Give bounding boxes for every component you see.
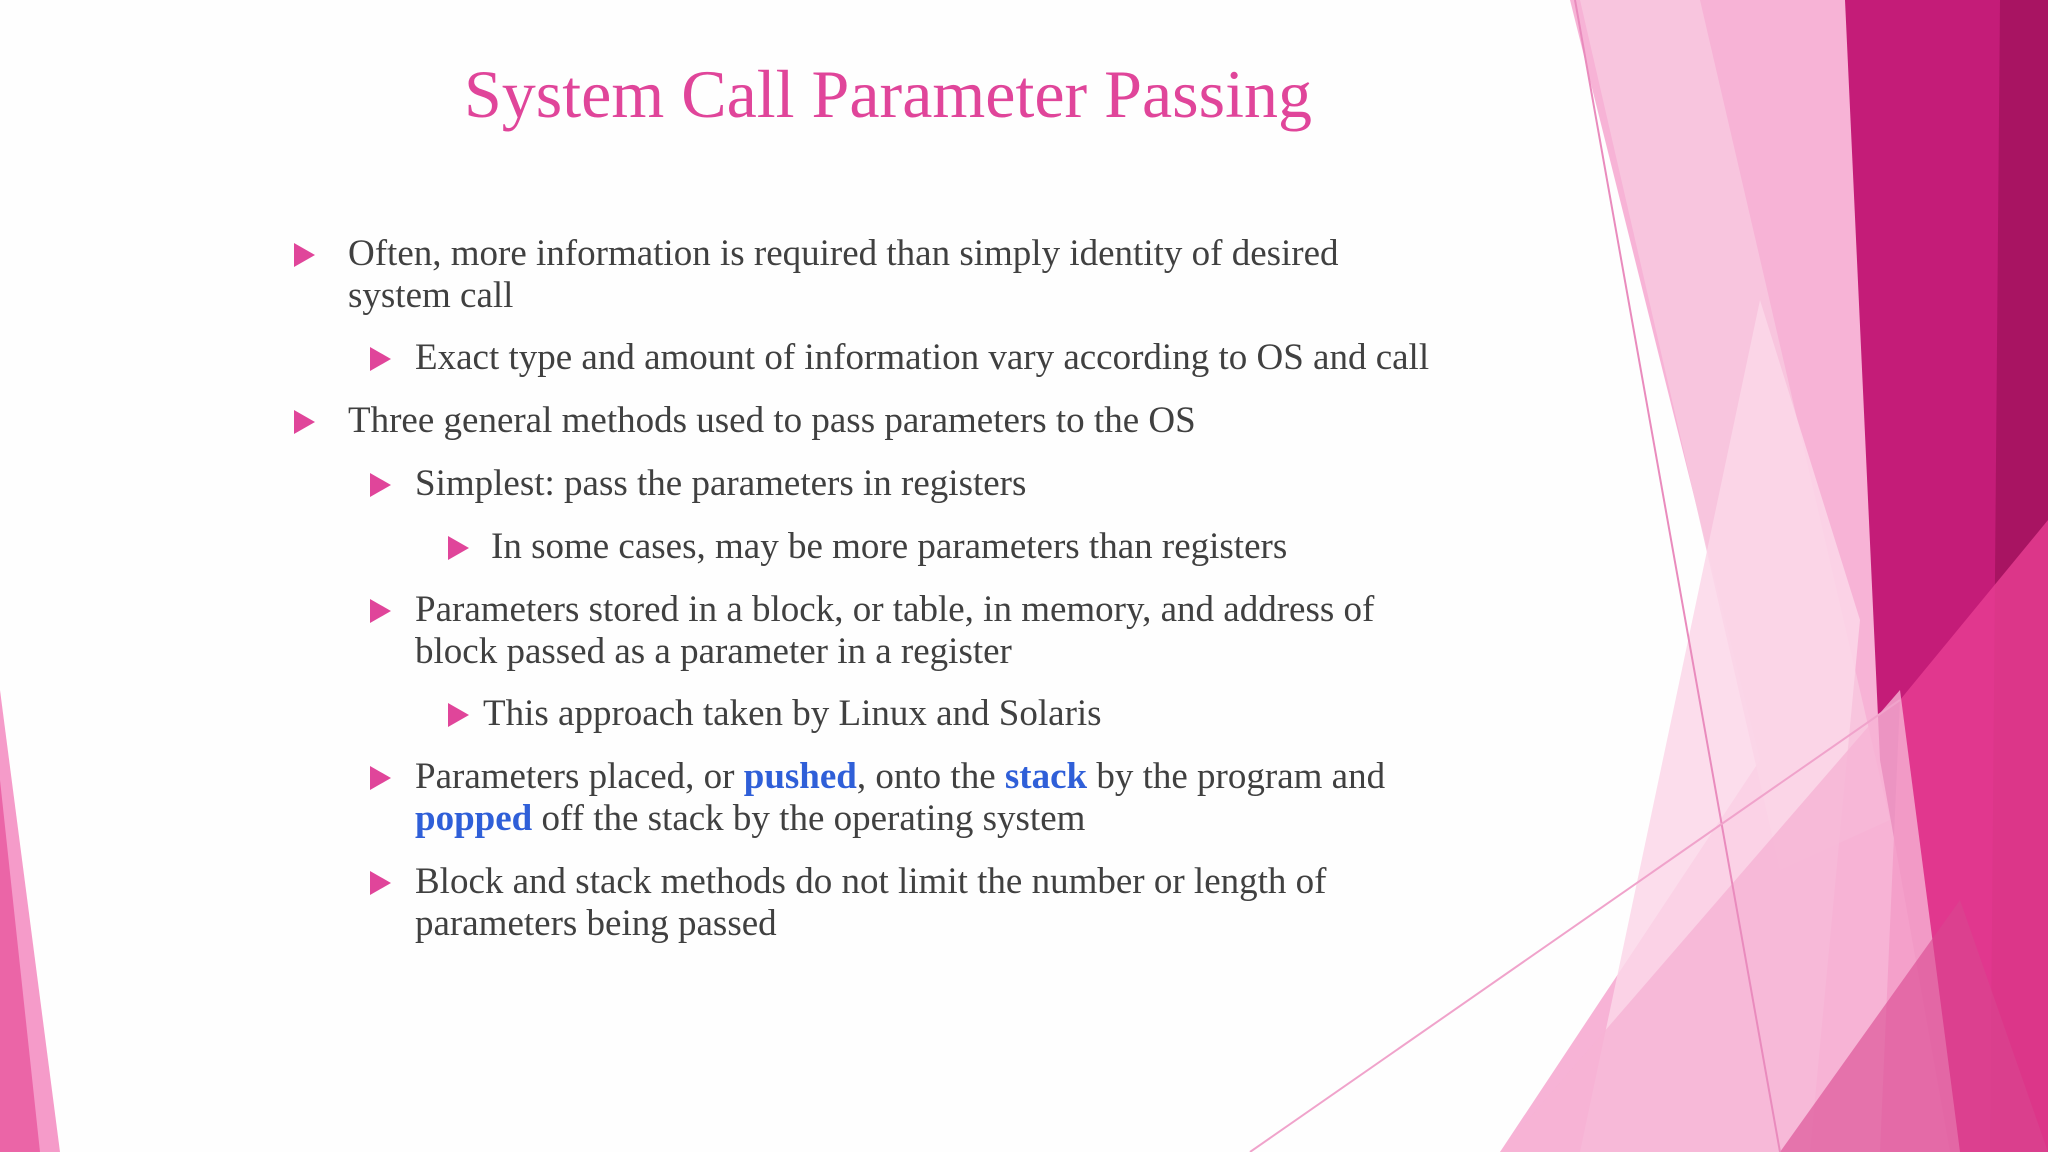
text-segment: , onto the (856, 756, 1005, 797)
bullet-text-continued (415, 798, 1085, 840)
bullet-text-continued: block passed as a parameter in a register (415, 631, 1012, 672)
bullet-arrow-icon (370, 347, 391, 371)
bullet-arrow-icon (370, 599, 391, 623)
highlight-popped: popped (415, 798, 533, 839)
slide-title: System Call Parameter Passing (463, 56, 1312, 132)
bullet-text: Three general methods used to pass parameters to the OS (348, 400, 1196, 441)
bullet-arrow-icon (370, 473, 391, 497)
bullet-text: Exact type and amount of information vary according to OS and call (415, 337, 1430, 378)
bullet-text: Simplest: pass the parameters in registers (415, 463, 1027, 504)
bullet-text: This approach taken by Linux and Solaris (483, 693, 1102, 734)
bullet-text: Parameters stored in a block, or table, in memory, and address of (415, 589, 1375, 630)
bullet-text-continued: system call (348, 275, 514, 316)
bullet-text: Block and stack methods do not limit the number or length of (415, 861, 1327, 902)
bullet-arrow-icon (370, 871, 391, 895)
text-segment: off the stack by the operating system (532, 798, 1086, 839)
bullet-text: Often, more information is required than simply identity of desired (348, 233, 1339, 274)
bullet-arrow-icon (448, 703, 469, 727)
bullet-arrow-icon (294, 243, 315, 267)
highlight-pushed: pushed (743, 756, 857, 797)
bullet-text-continued: parameters being passed (415, 903, 777, 944)
text-segment: Parameters placed, or (415, 756, 744, 797)
bullet-text: In some cases, may be more parameters than registers (491, 526, 1288, 567)
bullet-arrow-icon (448, 536, 469, 560)
bullet-arrow-icon (370, 766, 391, 790)
text-segment: by the program and (1087, 756, 1386, 797)
bullet-arrow-icon (294, 410, 315, 434)
bullet-text (415, 756, 1385, 798)
highlight-stack: stack (1004, 756, 1088, 797)
